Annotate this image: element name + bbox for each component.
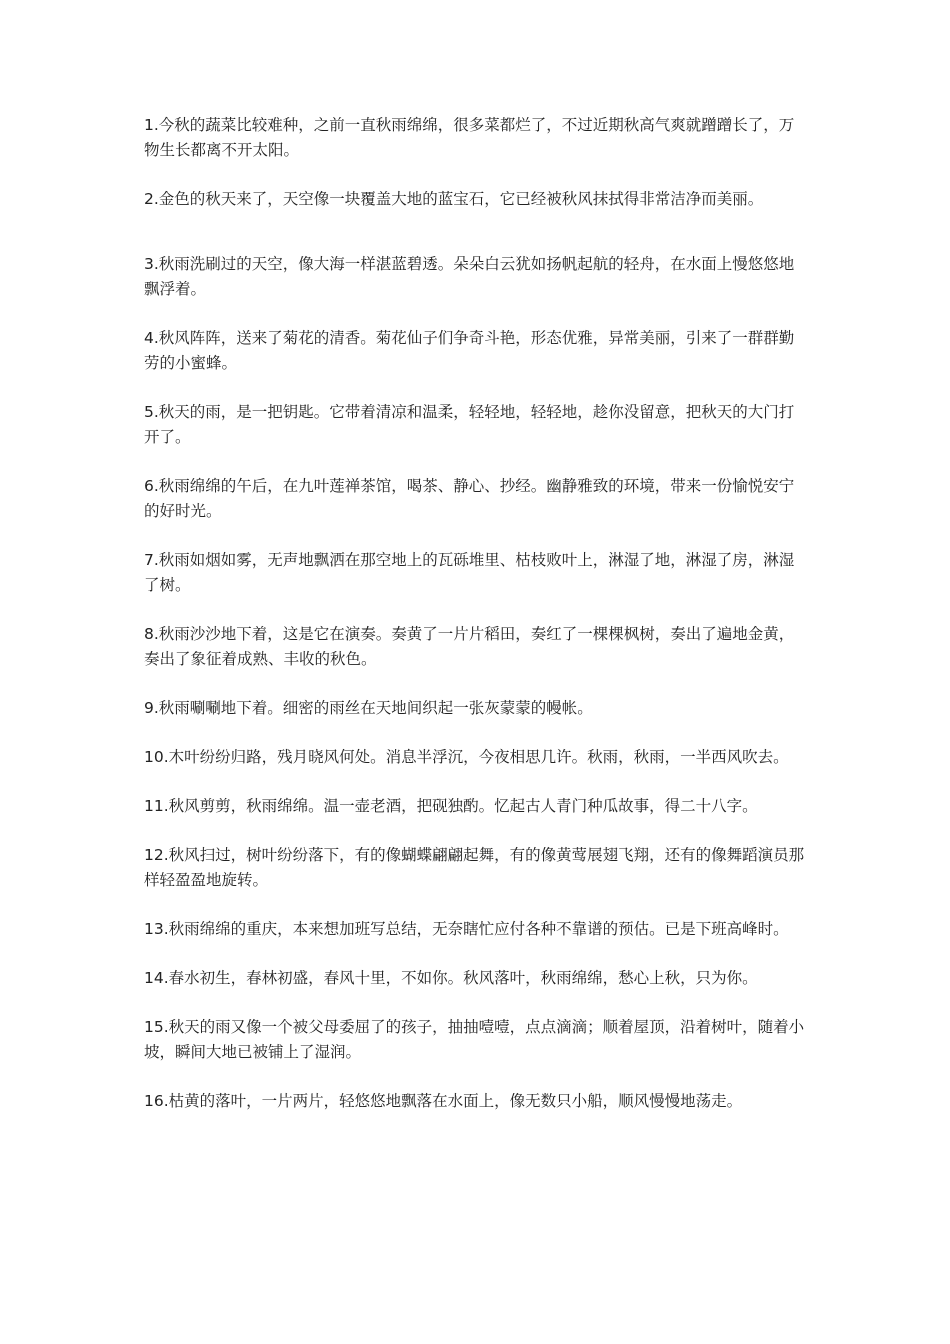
paragraph-11: 11.秋风剪剪，秋雨绵绵。温一壶老酒，把砚独酌。忆起古人青门种瓜故事，得二十八字。 xyxy=(144,797,758,815)
paragraph-6: 6.秋雨绵绵的午后，在九叶莲禅茶馆，喝茶、静心、抄经。幽静雅致的环境，带来一份愉悦安宁的好时光。 xyxy=(144,477,795,520)
paragraph-9: 9.秋雨唰唰地下着。细密的雨丝在天地间织起一张灰蒙蒙的幔帐。 xyxy=(144,699,593,717)
paragraph-5: 5.秋天的雨，是一把钥匙。它带着清凉和温柔，轻轻地，轻轻地，趁你没留意，把秋天的大门打开了。 xyxy=(144,403,795,446)
paragraph-7: 7.秋雨如烟如雾，无声地飘洒在那空地上的瓦砾堆里、枯枝败叶上，淋湿了地，淋湿了房，淋湿了树。 xyxy=(144,551,795,594)
paragraph-14: 14.春水初生，春林初盛，春风十里，不如你。秋风落叶，秋雨绵绵，愁心上秋，只为你。 xyxy=(144,969,758,987)
paragraph-2: 2.金色的秋天来了，天空像一块覆盖大地的蓝宝石，它已经被秋风抹拭得非常洁净而美丽。 xyxy=(144,190,764,208)
paragraph-13: 13.秋雨绵绵的重庆，本来想加班写总结，无奈瞎忙应付各种不靠谱的预估。已是下班高峰时。 xyxy=(144,920,789,938)
paragraph-16: 16.枯黄的落叶，一片两片，轻悠悠地飘落在水面上，像无数只小船，顺风慢慢地荡走。 xyxy=(144,1092,743,1110)
paragraph-3: 3.秋雨洗刷过的天空，像大海一样湛蓝碧透。朵朵白云犹如扬帆起航的轻舟，在水面上慢悠悠地飘浮着。 xyxy=(144,255,795,298)
paragraph-4: 4.秋风阵阵，送来了菊花的清香。菊花仙子们争奇斗艳，形态优雅，异常美丽，引来了一群群勤劳的小蜜蜂。 xyxy=(144,329,795,372)
paragraph-10: 10.木叶纷纷归路，残月晓风何处。消息半浮沉，今夜相思几许。秋雨，秋雨，一半西风吹去。 xyxy=(144,748,789,766)
paragraph-1: 1.今秋的蔬菜比较难种，之前一直秋雨绵绵，很多菜都烂了，不过近期秋高气爽就蹭蹭长了，万物生长都离不开太阳。 xyxy=(144,116,795,159)
paragraph-8: 8.秋雨沙沙地下着，这是它在演奏。奏黄了一片片稻田，奏红了一棵棵枫树，奏出了遍地金黄，奏出了象征着成熟、丰收的秋色。 xyxy=(144,625,795,668)
document-body xyxy=(144,113,809,1138)
paragraph-12: 12.秋风扫过，树叶纷纷落下，有的像蝴蝶翩翩起舞，有的像黄莺展翅飞翔，还有的像舞蹈演员那样轻盈盈地旋转。 xyxy=(144,846,805,889)
paragraph-15: 15.秋天的雨又像一个被父母委屈了的孩子，抽抽噎噎，点点滴滴；顺着屋顶，沿着树叶，随着小坡，瞬间大地已被铺上了湿润。 xyxy=(144,1018,805,1061)
